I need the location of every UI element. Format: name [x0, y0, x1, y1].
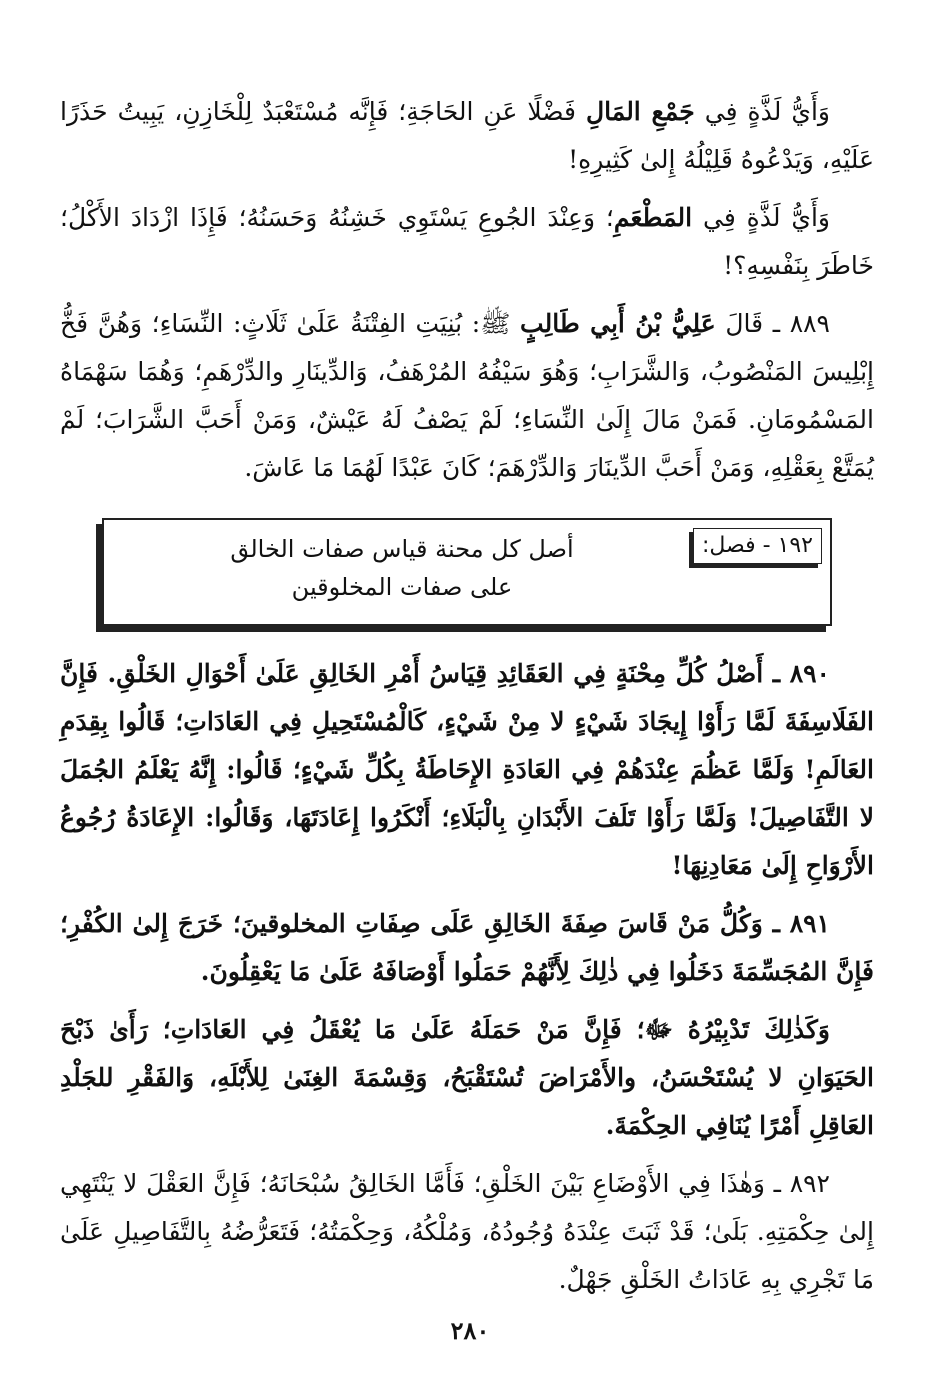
- paragraph-tadbir: وَكَذٰلِكَ تَدْبِيْرُهُ ﷻ؛ فَإِنَّ مَنْ حَمَلَهُ عَلَىٰ مَا يُعْقَلُ فِي العَادَاتِ؛ رَأَىٰ ذَبْحَ الحَيَوَانِ لا يُسْتَحْسَنُ، والأَمْرَاضَ تُسْتَقْبَحُ، وَقِسْمَةَ الغِنَىٰ لِلأَبْلَهِ، وَالفَقْرِ للجَلْدِ العَاقِلِ أَمْرًا يُنَافِي الحِكْمَةَ.: [60, 1015, 874, 1140]
- paragraph-892: ٨٩٢ ـ وَهٰذَا فِي الأَوْضَاعِ بَيْنَ الخَلْقِ؛ فَأَمَّا الخَالِقُ سُبْحَانَهُ؛ فَإِنَّ العَقْلَ لا يَنْتَهِي إِلىٰ حِكْمَتِهِ. بَلَىٰ؛ قَدْ ثَبَتَ عِنْدَهُ وُجُودُهُ، وَمُلْكُهُ، وَحِكْمَتُهُ؛ فَتَعَرُّضُهُ بِالتَّفَاصِيلِ عَلَىٰ مَا تَجْرِي بِهِ عَادَاتُ الخَلْقِ جَهْلٌ.: [60, 1169, 874, 1294]
- paragraph-wealth: [60, 88, 874, 184]
- section-label: ١٩٢ - فصل:: [693, 528, 822, 564]
- paragraph-lead: وَأَيُّ لَذَّةٍ فِي: [692, 203, 830, 232]
- section-title: [124, 530, 680, 606]
- page-number: ٢٨٠: [450, 1316, 490, 1345]
- page-body: [60, 88, 874, 1314]
- paragraph-891: ٨٩١ ـ وَكُلُّ مَنْ قَاسَ صِفَةَ الخَالِقِ عَلَى صِفَاتِ المخلوقينَ؛ خَرَجَ إِلىٰ الكُفْرِ؛ فَإِنَّ المُجَسِّمَةَ دَخَلُوا فِي ذٰلِكَ لِأَنَّهُمْ حَمَلُوا أَوْصَافَهُ عَلَىٰ مَا يَعْقِلُونَ.: [60, 909, 874, 986]
- paragraph-lead: ٨٨٩ ـ قَالَ: [715, 309, 830, 338]
- section-title-line-2: على صفات المخلوقين: [291, 573, 513, 601]
- paragraph-rest: ؛ وَعِنْدَ الجُوعِ يَسْتَوِي خَشِنُهُ وَحَسَنُهُ؛ فَإِذَا ازْدَادَ الأَكْلُ؛ خَاطَرَ بِنَفْسِهِ؟!: [60, 203, 874, 280]
- paragraph-890: ٨٩٠ ـ أَصْلُ كُلِّ مِحْنَةٍ فِي العَقَائِدِ قِيَاسُ أَمْرِ الخَالِقِ عَلَىٰ أَحْوَالِ الخَلْقِ. فَإِنَّ الفَلَاسِفَةَ لَمَّا رَأَوْا إِيجَادَ شَيْءٍ لا مِنْ شَيْءٍ، كَالْمُسْتَحِيلِ فِي العَادَاتِ؛ قَالُوا بِقِدَمِ العَالَمِ! وَلَمَّا عَظُمَ عِنْدَهُمْ فِي العَادَةِ الإِحَاطَةُ بِكُلِّ شَيْءٍ؛ قَالُوا: إِنَّهُ يَعْلَمُ الجُمَلَ لا التَّفَاصِيلَ! وَلَمَّا رَأَوْا تَلَفَ الأَبْدَانِ بِالْبَلَاءِ؛ أَنْكَرُوا إِعَادَتَهَا، وَقَالُوا: الإِعَادَةُ رُجُوعُ الأَرْوَاحِ إِلَىٰ مَعَادِنِهَا!: [60, 659, 874, 880]
- paragraph-rest: فَضْلًا عَنِ الحَاجَةِ؛ فَإِنَّه مُسْتَعْبَدٌ لِلْخَازِنِ، يَبِيتُ حَذَرًا عَلَيْهِ، وَيَدْعُوهُ قَلِيْلُهُ إِلىٰ كَثِيرِهِ!: [60, 97, 874, 174]
- paragraph-889: [60, 300, 874, 492]
- paragraph-bold: جَمْعِ المَالِ: [585, 97, 695, 126]
- paragraph-bold: عَلِيُّ بْنُ أَبِي طَالِبٍ: [520, 309, 716, 338]
- section-heading-box: [102, 518, 832, 626]
- paragraph-bold: المَطْعَمِ: [613, 203, 693, 232]
- section-title-line-1: أصل كل محنة قياس صفات الخالق: [230, 535, 574, 563]
- paragraph-lead: وَأَيُّ لَذَّةٍ فِي: [694, 97, 830, 126]
- paragraph-rest: ﷺ: بُنِيَتِ الفِتْنَةُ عَلَىٰ ثَلَاثٍ: النِّسَاءِ؛ وَهُنَّ فَخُّ إِبْلِيسَ المَنْصُوبُ، وَالشَّرَابِ؛ وَهُوَ سَيْفُهُ المُرْهَفُ، وَالدِّينَارِ والدِّرْهَمِ؛ وَهُمَا سَهْمَاهُ المَسْمُومَانِ. فَمَنْ مَالَ إِلَىٰ النِّسَاءِ؛ لَمْ يَصْفُ لَهُ عَيْشٌ، وَمَنْ أَحَبَّ الشَّرَابَ؛ لَمْ يُمَتَّعْ بِعَقْلِهِ، وَمَنْ أَحَبَّ الدِّينَارَ وَالدِّرْهَمَ؛ كَانَ عَبْدًا لَهُمَا مَا عَاشَ.: [60, 309, 874, 482]
- paragraph-food: [60, 194, 874, 290]
